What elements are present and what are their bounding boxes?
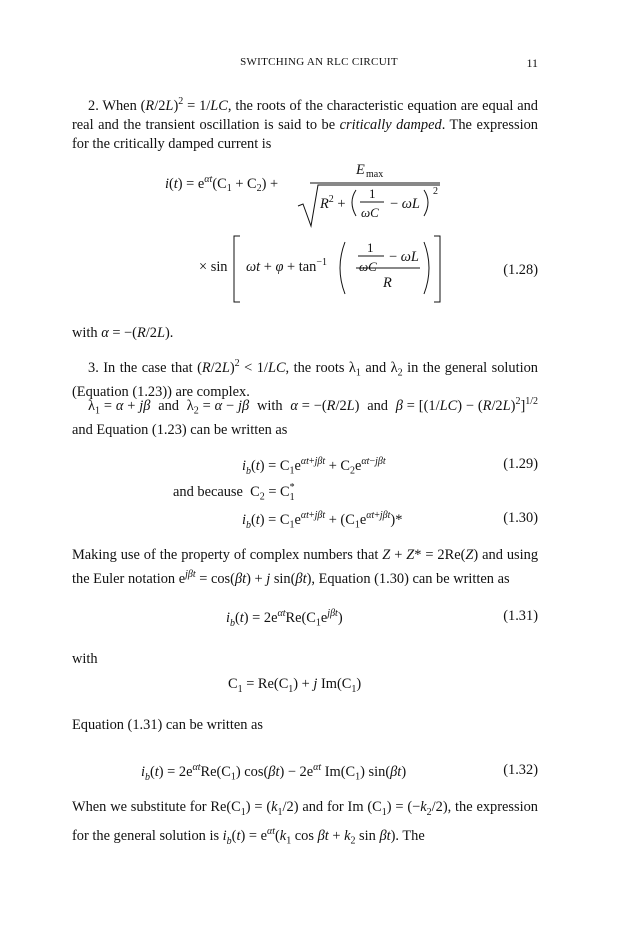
equation-1-30: $i_b(t) = C_1e^{\alpha t+j\beta t} + (C_1e^{\alpha t+j\beta t})*$ <box>242 510 403 531</box>
svg-text:ωC: ωC <box>361 205 379 220</box>
paragraph-critically-damped: 2. When $(R/2L)^2 = 1/LC$, the roots of the characteristic equation are equal and real and the transient oscillation is said to be critically damped. The expression for the critically damped current is <box>72 96 538 152</box>
paragraph-euler: Making use of the property of complex numbers that Z + Z* = 2Re(Z) and using the Euler notation $e^{j\beta t} = \cos(\beta t) + j$ sin(βt), Equation (1.30) can be written as <box>72 547 539 587</box>
svg-text:− ωL: − ωL <box>390 196 420 212</box>
svg-text:i(t) = eαt(C1 + C2) +: $i(t) = e^{\alpha t}(C_1 + C_2)$ + <box>165 174 279 194</box>
svg-text:1: 1 <box>369 186 376 201</box>
equation-number-1-31: (1.31) <box>503 608 538 624</box>
with-alpha-line: with α = −(R/2L). <box>72 325 174 341</box>
svg-text:− ωL: − ωL <box>389 249 419 265</box>
equation-1-29: $i_b(t) = C_1e^{\alpha t+j\beta t} + C_2e^{\alpha t-j\beta t}$ <box>242 456 386 477</box>
page-number: 11 <box>526 56 538 70</box>
and-because-line: and because $C_2 = C^*_1$ <box>173 482 295 503</box>
running-title: SWITCHING AN RLC CIRCUIT <box>240 56 398 68</box>
svg-text:E: E <box>356 162 365 178</box>
svg-text:× sin: × sin <box>199 259 228 275</box>
equation-1-28 <box>0 160 638 320</box>
emphasis-critically-damped: critically damped <box>339 116 442 133</box>
running-head <box>0 56 638 70</box>
paragraph-general-solution: When we substitute for $Re(C_1) = (k_1/2)$ and for Im $(C_1) = (-k_2/2)$, the expression for the general solution is $i_b(t) = e^{\alpha t}(k_1$ $\cos \beta t + k_2$ sin βt). The <box>72 799 539 847</box>
with-line: with <box>72 651 98 667</box>
equation-1-32: $i_b(t) = 2e^{\alpha t}Re(C_1) \cos(\beta t) - 2e^{\alpha t}$ $Im(C_1)$ sin(βt) <box>141 762 407 783</box>
svg-text:1: 1 <box>367 240 374 255</box>
equation-number-1-30: (1.30) <box>503 510 538 526</box>
equation-1-31-intro: Equation (1.31) can be written as <box>72 717 264 733</box>
equation-number-1-29: (1.29) <box>503 456 538 472</box>
equation-number-1-28: (1.28) <box>503 262 538 278</box>
svg-text:R2 +: $R^2$ + <box>320 194 346 212</box>
svg-text:2: 2 <box>433 186 438 197</box>
svg-text:R: R <box>383 275 392 291</box>
equation-1-31: $i_b(t) = 2e^{\alpha t}Re(C_1e^{j\beta t})$ <box>226 608 343 629</box>
paragraph-lambda-def: $\lambda_1 = \alpha + j\beta$ and $\lambda_2 = \alpha - j\beta$ with α = −(R/2L) and $\beta = [(1/LC) - (R/2L)^2]^{1/2}$ and Equation (1.23) can be written as <box>72 396 539 438</box>
equation-c1: $C_1 = Re(C_1) + j$ $Im(C_1)$ <box>228 676 362 695</box>
and-because-text: and because <box>173 483 243 500</box>
svg-text:ωC: ωC <box>359 259 377 274</box>
equation-number-1-32: (1.32) <box>503 762 538 778</box>
svg-text:max: max <box>366 169 384 180</box>
svg-text:ωt + φ + tan−1: $\omega t + \varphi + \tan^{-1}$ <box>246 257 327 275</box>
paragraph-complex-roots: 3. In the case that $(R/2L)^2 < 1/LC$, the roots $\lambda_1$ and $\lambda_2$ in the general solution (Equation (1.23)) are complex. <box>72 358 538 400</box>
